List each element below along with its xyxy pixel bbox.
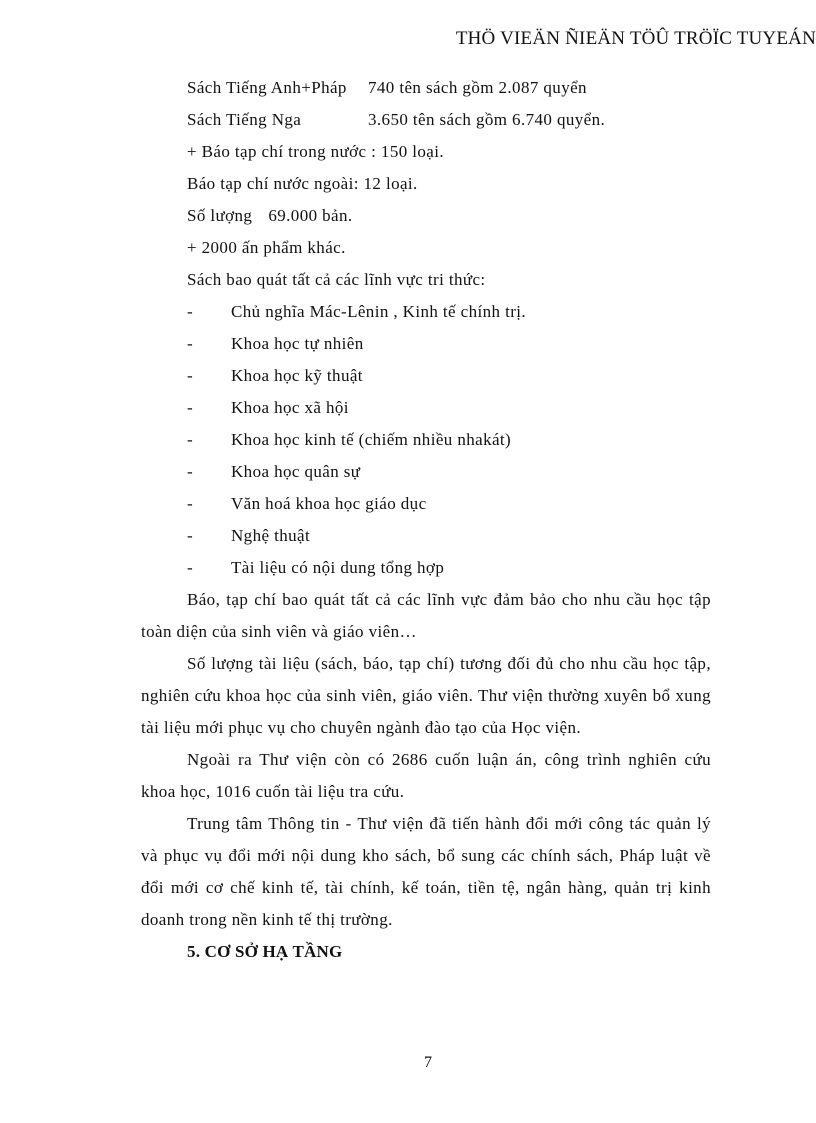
list-item <box>141 360 711 392</box>
bullet-dash: - <box>187 462 194 481</box>
stat-label: Sách Tiếng Nga <box>187 110 302 129</box>
list-item-text: Chủ nghĩa Mác-Lênin , Kinh tế chính trị. <box>231 302 527 321</box>
bullet-dash: - <box>187 302 194 321</box>
stat-english-french <box>141 72 711 104</box>
stat-value: 69.000 bản. <box>268 206 353 225</box>
fields-intro: Sách bao quát tất cả các lĩnh vực tri thức: <box>187 270 486 289</box>
list-item <box>141 392 711 424</box>
bullet-dash: - <box>187 366 194 385</box>
list-item <box>141 488 711 520</box>
stat-russian <box>141 104 711 136</box>
stat-quantity <box>141 200 711 232</box>
list-item <box>141 424 711 456</box>
bullet-dash: - <box>187 526 194 545</box>
list-item-text: Khoa học xã hội <box>231 398 349 417</box>
paragraph: Số lượng tài liệu (sách, báo, tạp chí) tương đối đủ cho nhu cầu học tập, nghiên cứu khoa học của sinh viên, giáo viên. Thư viện thường xuyên bổ xung tài liệu mới phục vụ cho chuyên ngành đào tạo của Học viện. <box>141 654 711 737</box>
list-item <box>141 552 711 584</box>
list-item-text: Khoa học quân sự <box>231 462 361 481</box>
paragraph: Ngoài ra Thư viện còn có 2686 cuốn luận án, công trình nghiên cứu khoa học, 1016 cuốn tài liệu tra cứu. <box>141 750 711 801</box>
stat-label: Sách Tiếng Anh+Pháp <box>187 78 347 97</box>
running-header: THÖ VIEÄN ÑIEÄN TÖÛ TRÖÏC TUYEÁN <box>455 28 816 49</box>
page-number: 7 <box>424 1054 432 1071</box>
stat-foreign-periodicals: Báo tạp chí nước ngoài: 12 loại. <box>187 174 418 193</box>
list-item-text: Văn hoá khoa học giáo dục <box>231 494 427 513</box>
list-item-text: Nghệ thuật <box>231 526 311 545</box>
paragraph: Trung tâm Thông tin - Thư viện đã tiến hành đổi mới công tác quản lý và phục vụ đổi mới nội dung kho sách, bổ sung các chính sách, Pháp luật về đổi mới cơ chế kinh tế, tài chính, kế toán, tiền tệ, ngân hàng, quản trị kinh doanh trong nền kinh tế thị trường. <box>141 814 711 929</box>
paragraph: Báo, tạp chí bao quát tất cả các lĩnh vực đảm bảo cho nhu cầu học tập toàn diện của sinh viên và giáo viên… <box>141 590 711 641</box>
list-item-text: Khoa học kinh tế (chiếm nhiều nhakát) <box>231 430 512 449</box>
bullet-dash: - <box>187 430 194 449</box>
list-item-text: Tài liệu có nội dung tổng hợp <box>231 558 445 577</box>
list-item <box>141 456 711 488</box>
list-item-text: Khoa học kỹ thuật <box>231 366 363 385</box>
list-item <box>141 328 711 360</box>
stat-value: 3.650 tên sách gồm 6.740 quyển. <box>368 110 606 129</box>
bullet-dash: - <box>187 398 194 417</box>
page-body <box>141 72 711 968</box>
list-item <box>141 296 711 328</box>
stat-value: 740 tên sách gồm 2.087 quyển <box>368 78 587 97</box>
section-heading: 5. CƠ SỞ HẠ TẦNG <box>187 942 343 961</box>
bullet-dash: - <box>187 558 194 577</box>
stat-domestic-periodicals: + Báo tạp chí trong nước : 150 loại. <box>187 142 445 161</box>
stat-label: Số lượng <box>187 206 253 225</box>
list-item-text: Khoa học tự nhiên <box>231 334 364 353</box>
bullet-dash: - <box>187 334 194 353</box>
bullet-dash: - <box>187 494 194 513</box>
list-item <box>141 520 711 552</box>
stat-other-publications: + 2000 ấn phẩm khác. <box>187 238 346 257</box>
